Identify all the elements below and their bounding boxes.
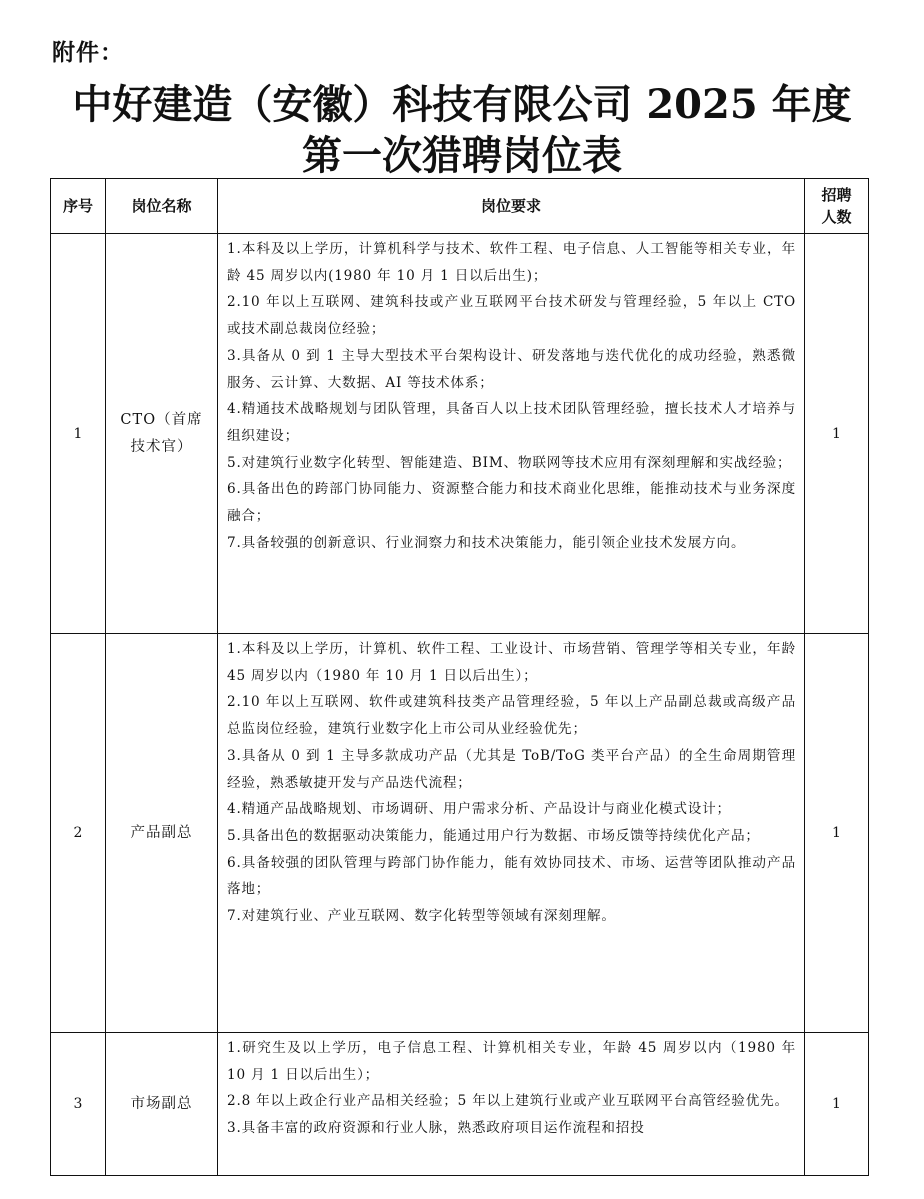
requirement-item: 1.研究生及以上学历，电子信息工程、计算机相关专业，年龄 45 周岁以内（1980 年 10 月 1 日以后出生）； <box>227 1040 796 1083</box>
table-row <box>51 234 869 634</box>
row-position: 市场副总 <box>106 1033 218 1176</box>
header-headcount <box>805 179 869 234</box>
row-headcount: 1 <box>805 1033 869 1176</box>
document-title-line-1: 中好建造（安徽）科技有限公司 2025 年度 <box>72 81 852 128</box>
requirement-item: 2.10 年以上互联网、建筑科技或产业互联网平台技术研发与管理经验，5 年以上 CTO 或技术副总裁岗位经验； <box>227 294 796 338</box>
requirement-item: 4.精通产品战略规划、市场调研、用户需求分析、产品设计与商业化模式设计； <box>227 801 731 818</box>
requirement-item: 5.对建筑行业数字化转型、智能建造、BIM、物联网等技术应用有深刻理解和实战经验； <box>227 454 792 471</box>
requirement-item: 4.精通技术战略规划与团队管理，具备百人以上技术团队管理经验，擅长技术人才培养与组织建设； <box>227 401 796 444</box>
table-header-row <box>51 179 869 234</box>
requirement-item: 7.具备较强的创新意识、行业洞察力和技术决策能力，能引领企业技术发展方向。 <box>227 534 746 551</box>
row-index: 3 <box>51 1033 106 1176</box>
table-row <box>51 1033 869 1176</box>
row-position: 产品副总 <box>106 634 218 1033</box>
header-headcount-line-2: 人数 <box>821 208 852 226</box>
requirement-item: 3.具备从 0 到 1 主导大型技术平台架构设计、研发落地与迭代优化的成功经验，熟悉微服务、云计算、大数据、AI 等技术体系； <box>227 347 796 391</box>
row-headcount: 1 <box>805 634 869 1033</box>
header-requirements: 岗位要求 <box>218 179 805 234</box>
requirement-item: 2.10 年以上互联网、软件或建筑科技类产品管理经验，5 年以上产品副总裁或高级产品总监岗位经验，建筑行业数字化上市公司从业经验优先； <box>227 694 796 738</box>
requirement-item: 2.8 年以上政企行业产品相关经验；5 年以上建筑行业或产业互联网平台高管经验优先。 <box>227 1093 789 1110</box>
row-position: CTO（首席技术官） <box>106 234 218 634</box>
table-row <box>51 634 869 1033</box>
requirement-item: 6.具备出色的跨部门协同能力、资源整合能力和技术商业化思维，能推动技术与业务深度融合； <box>227 481 796 525</box>
requirement-item: 1.本科及以上学历，计算机、软件工程、工业设计、市场营销、管理学等相关专业，年龄 45 周岁以内（1980 年 10 月 1 日以后出生）； <box>227 641 796 684</box>
row-index: 1 <box>51 234 106 634</box>
row-requirements <box>218 234 805 634</box>
row-requirements <box>218 1033 805 1176</box>
header-index: 序号 <box>51 179 106 234</box>
document-title-line-2: 第一次猎聘岗位表 <box>302 132 622 179</box>
requirement-item: 7.对建筑行业、产业互联网、数字化转型等领域有深刻理解。 <box>227 908 616 925</box>
row-requirements <box>218 634 805 1033</box>
header-headcount-line-1: 招聘 <box>821 186 852 204</box>
requirement-item: 1.本科及以上学历，计算机科学与技术、软件工程、电子信息、人工智能等相关专业，年龄 45 周岁以内(1980 年 10 月 1 日以后出生)； <box>227 241 796 284</box>
requirement-item: 3.具备丰富的政府资源和行业人脉，熟悉政府项目运作流程和招投 <box>227 1120 645 1137</box>
requirement-item: 3.具备从 0 到 1 主导多款成功产品（尤其是 ToB/ToG 类平台产品）的全生命周期管理经验，熟悉敏捷开发与产品迭代流程； <box>227 747 796 791</box>
header-position: 岗位名称 <box>106 179 218 234</box>
requirement-item: 5.具备出色的数据驱动决策能力，能通过用户行为数据、市场反馈等持续优化产品； <box>227 827 760 844</box>
row-headcount: 1 <box>805 234 869 634</box>
positions-table <box>50 178 869 1176</box>
requirement-item: 6.具备较强的团队管理与跨部门协作能力，能有效协同技术、市场、运营等团队推动产品落地； <box>227 854 796 898</box>
row-index: 2 <box>51 634 106 1033</box>
attachment-label: 附件： <box>52 40 124 66</box>
